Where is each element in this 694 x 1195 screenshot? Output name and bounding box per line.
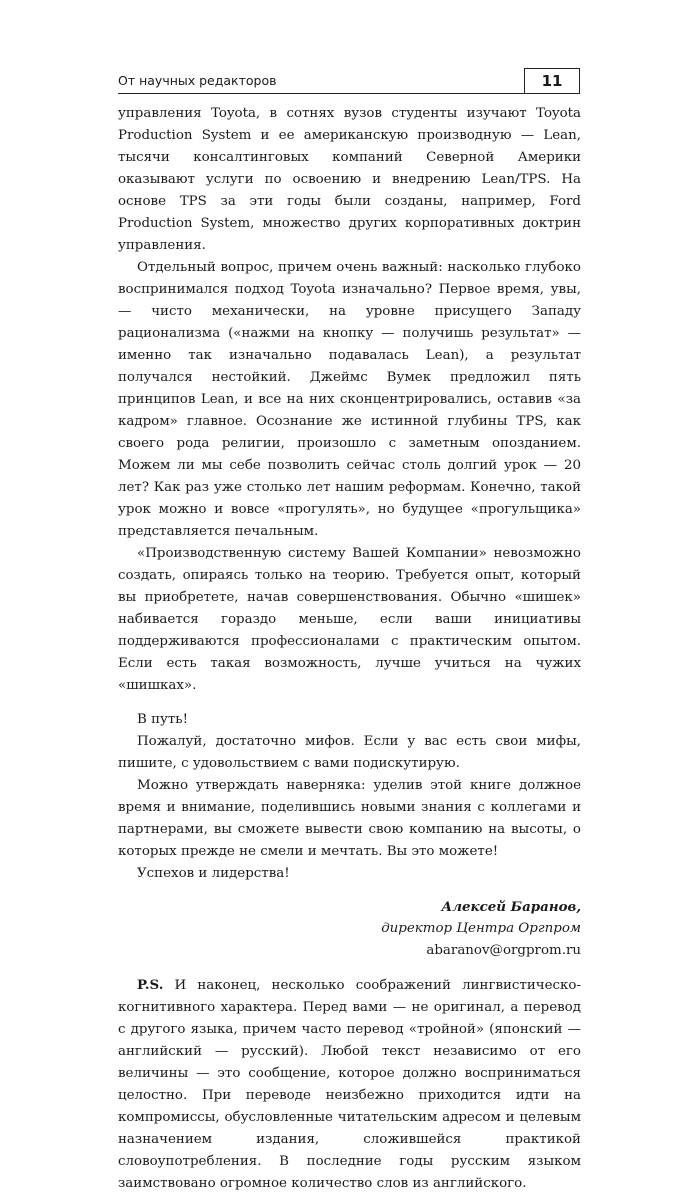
header-rule xyxy=(118,93,524,94)
paragraph: управления Toyota, в сотнях вузов студенты изучают Toyota Production System и ее американскую производную — Lean, тысячи консалтинговых компаний Северной Америки оказывают услуги по освоению и внедрению Lean/TPS. На основе TPS за эти годы были созданы, например, Ford Production System, множество других корпоративных доктрин управления. xyxy=(118,106,581,253)
postscript-text: И наконец, несколько соображений лингвистическо-когнитивного характера. Перед вами — не оригинал, а перевод с другого языка, причем часто перевод «тройной» (японский — английский — русский). Любой текст независимо от его величины — это сообщение, которое должно восприниматься целостно. При переводе неизбежно приходится идти на компромиссы, обусловленные читательским адресом и целевым назначением издания, сложившейся практикой словоупотребления. В последние годы русским языком заимствовано огромное количество слов из английского. xyxy=(118,978,581,1191)
postscript-label: P.S. xyxy=(137,977,164,993)
paragraph: Можно утверждать наверняка: уделив этой книге должное время и внимание, поделившись новыми знания с коллегами и партнерами, вы сможете вывести свою компанию на высоты, о которых прежде не смели и мечтать. Вы это можете! xyxy=(118,778,581,859)
paragraph: Пожалуй, достаточно мифов. Если у вас есть свои мифы, пишите, с удовольствием с вами подискутирую. xyxy=(118,734,581,771)
running-header xyxy=(118,68,580,94)
signature-email: abaranov@orgprom.ru xyxy=(426,943,581,958)
signature-name: Алексей Баранов, xyxy=(441,899,581,915)
paragraph: Отдельный вопрос, причем очень важный: насколько глубоко воспринимался подход Toyota изначально? Первое время, увы, — чисто механически, на уровне присущего Западу рационализма («нажми на кнопку — получишь результат» — именно так изначально подавалась Lean), а результат получался нестойкий. Джеймс Вумек предложил пять принципов Lean, и все на них сконцентрировались, оставив «за кадром» главное. Осознание же истинной глубины TPS, как своего рода религии, произошло с заметным опозданием. Можем ли мы себе позволить сейчас столь долгий урок — 20 лет? Как раз уже столько лет нашим реформам. Конечно, такой урок можно и вовсе «прогулять», но будущее «прогульщика» представляется печальным. xyxy=(118,260,581,539)
paragraph: В путь! xyxy=(137,712,188,727)
paragraph: Успехов и лидерства! xyxy=(137,866,290,881)
running-header-title: От научных редакторов xyxy=(118,73,277,88)
signature-block xyxy=(118,896,581,962)
postscript xyxy=(118,974,581,1195)
signature-role: директор Центра Оргпром xyxy=(381,921,581,936)
paragraph: «Производственную систему Вашей Компании» невозможно создать, опираясь только на теорию. Требуется опыт, который вы приобретете, начав совершенствования. Обычно «шишек» набивается гораздо меньше, если ваши инициативы поддерживаются профессионалами с практическим опытом. Если есть такая возможность, лучше учиться на чужих «шишках». xyxy=(118,546,581,693)
page-number: 11 xyxy=(524,68,580,94)
page-body xyxy=(118,103,581,1195)
